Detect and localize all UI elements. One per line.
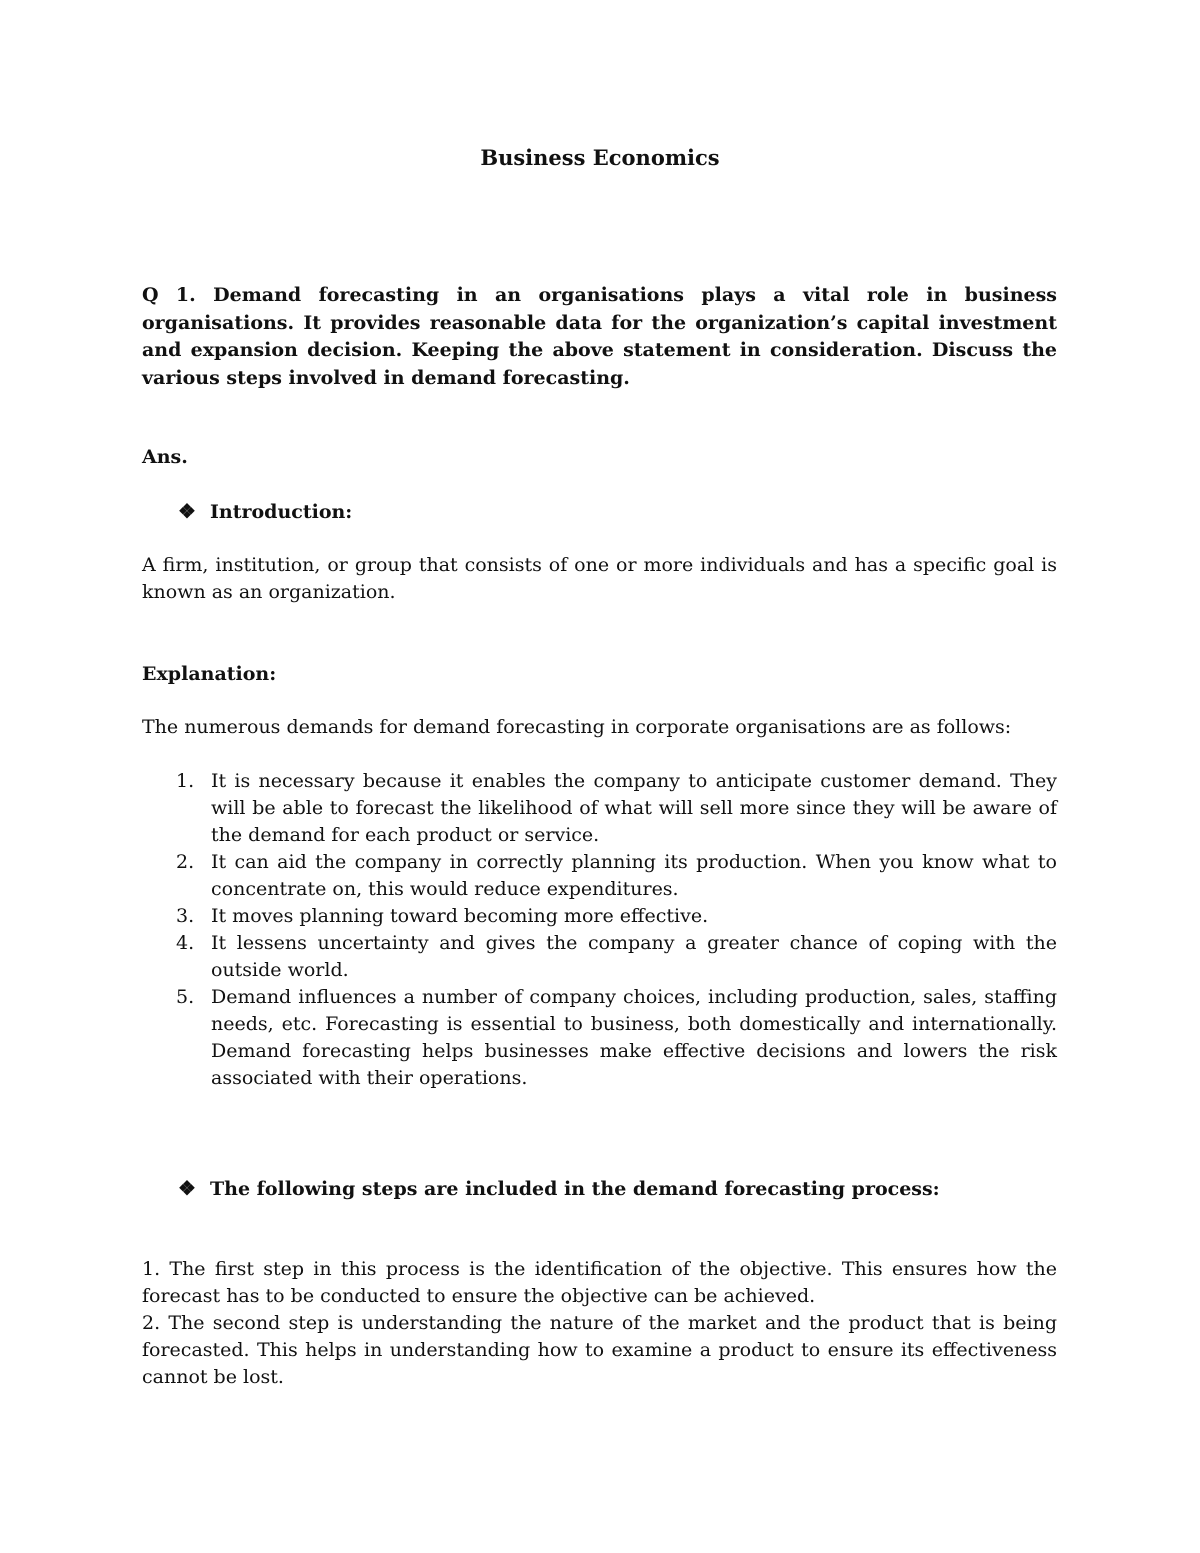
list-item-number: 1. bbox=[176, 770, 195, 792]
step-paragraph: 2. The second step is understanding the nature of the market and the product that is being forecasted. This helps in understanding how to examine a product to ensure its effectiveness cannot be lost. bbox=[142, 1312, 1057, 1388]
introduction-heading-row bbox=[176, 498, 352, 526]
list-item bbox=[142, 768, 1057, 849]
list-item-number: 4. bbox=[176, 932, 195, 954]
list-item-text: It is necessary because it enables the company to anticipate customer demand. They will be able to forecast the likelihood of what will sell more since they will be aware of the demand for each product or service. bbox=[211, 770, 1057, 846]
list-item-number: 3. bbox=[176, 905, 195, 927]
answer-label: Ans. bbox=[142, 446, 188, 468]
list-item-text: Demand influences a number of company choices, including production, sales, staffing needs, etc. Forecasting is essential to business, both domestically and internationally. Demand forecasting helps businesses make effective decisions and lowers the risk associated with their operations. bbox=[211, 986, 1057, 1089]
list-item bbox=[142, 984, 1057, 1092]
diamond-bullet-icon: ❖ bbox=[178, 499, 196, 523]
list-item bbox=[142, 930, 1057, 984]
question-text: Q 1. Demand forecasting in an organisations plays a vital role in business organisations. It provides reasonable data for the organization’s capital investment and expansion decision. Keeping the above statement in consideration. Discuss the various steps involved in demand forecasting. bbox=[142, 284, 1057, 389]
list-item-text: It can aid the company in correctly planning its production. When you know what to concentrate on, this would reduce expenditures. bbox=[211, 851, 1057, 900]
list-item-number: 5. bbox=[176, 986, 195, 1008]
list-item-text: It lessens uncertainty and gives the company a greater chance of coping with the outside world. bbox=[211, 932, 1057, 981]
explanation-list bbox=[142, 768, 1057, 1092]
list-item-number: 2. bbox=[176, 851, 195, 873]
steps-heading: The following steps are included in the demand forecasting process: bbox=[210, 1178, 940, 1200]
steps-list bbox=[142, 1256, 1057, 1391]
list-item bbox=[142, 849, 1057, 903]
steps-heading-row bbox=[176, 1175, 940, 1203]
introduction-text: A firm, institution, or group that consists of one or more individuals and has a specific goal is known as an organization. bbox=[142, 554, 1057, 603]
explanation-intro-text: The numerous demands for demand forecasting in corporate organisations are as follows: bbox=[142, 716, 1012, 738]
document-title: Business Economics bbox=[480, 145, 720, 170]
step-paragraph: 1. The first step in this process is the identification of the objective. This ensures how the forecast has to be conducted to ensure the objective can be achieved. bbox=[142, 1258, 1057, 1307]
list-item bbox=[142, 903, 1057, 930]
diamond-bullet-icon: ❖ bbox=[178, 1176, 196, 1200]
explanation-heading: Explanation: bbox=[142, 663, 277, 685]
list-item-text: It moves planning toward becoming more effective. bbox=[211, 905, 709, 927]
introduction-heading: Introduction: bbox=[210, 501, 353, 523]
